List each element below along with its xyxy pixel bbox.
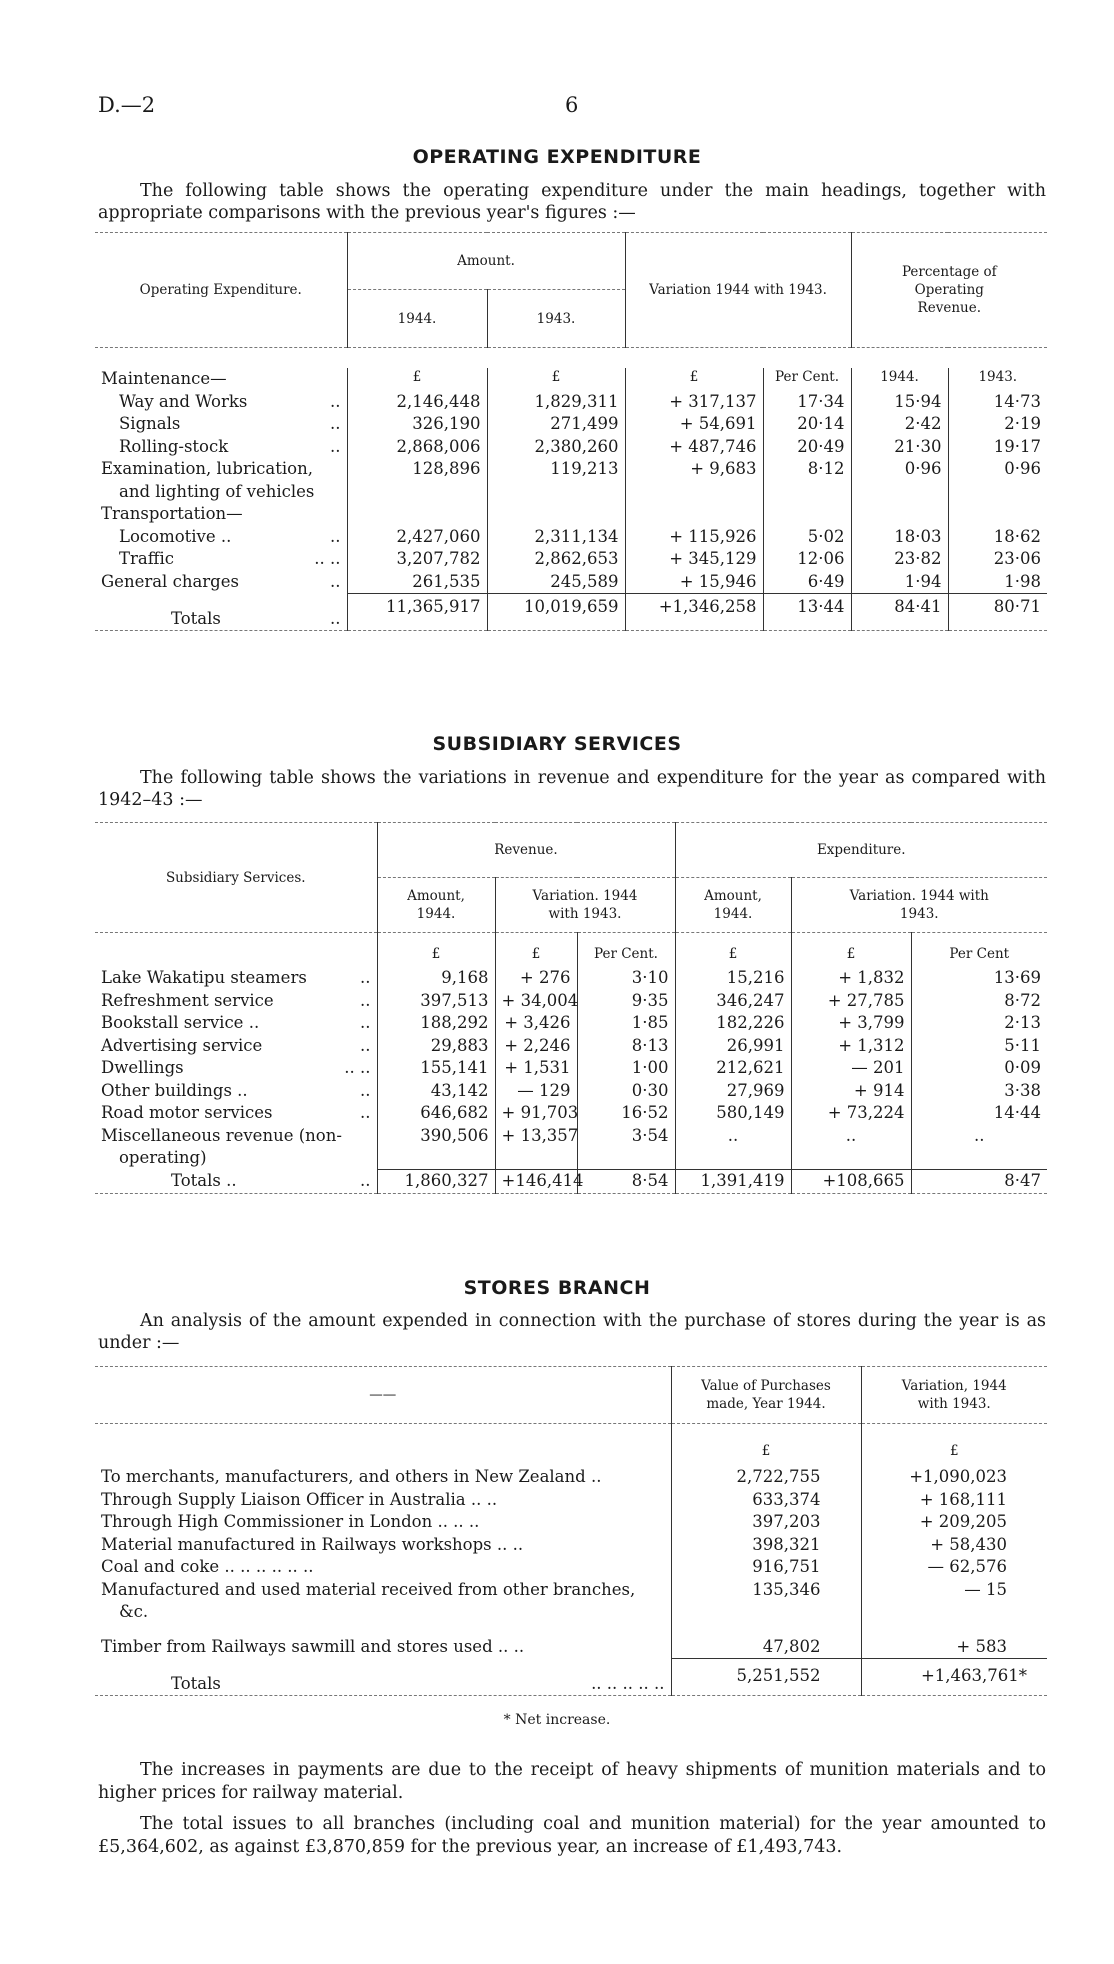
cell-ev: + 3,799	[791, 1012, 911, 1035]
cell-p44	[851, 481, 948, 504]
cell-rv: + 34,004	[495, 990, 577, 1013]
row-label-text: Other buildings ..	[101, 1080, 248, 1100]
cell-p43	[948, 481, 1047, 504]
cell-rp: 1·85	[577, 1012, 675, 1035]
cell-ea: 26,991	[675, 1035, 791, 1058]
cell-value: 47,802	[671, 1624, 861, 1659]
row-label	[95, 503, 347, 526]
unit-pc: Per Cent.	[763, 368, 851, 391]
expenditure-header: Expenditure.	[675, 823, 1047, 878]
row-label	[95, 458, 347, 481]
table-row	[95, 1080, 1047, 1103]
operating-table	[95, 232, 1047, 631]
subsidiary-table	[95, 822, 1047, 1194]
cell-a44: 128,896	[347, 458, 487, 481]
cell-value: 2,722,755	[671, 1466, 861, 1489]
cell-p43: 19·17	[948, 436, 1047, 459]
cell-a44: 2,146,448	[347, 391, 487, 414]
cell-variation	[861, 1601, 1047, 1624]
cell-ev: — 201	[791, 1057, 911, 1080]
cell-value: 397,203	[671, 1511, 861, 1534]
cell-a44: 326,190	[347, 413, 487, 436]
unit-v: £	[625, 368, 763, 391]
totals-a44: 11,365,917	[347, 594, 487, 631]
cell-value: 135,346	[671, 1579, 861, 1602]
cell-pc: 17·34	[763, 391, 851, 414]
revenue-amount-header: Amount, 1944.	[377, 878, 495, 933]
cell-ea	[675, 1147, 791, 1170]
cell-value: 398,321	[671, 1534, 861, 1557]
cell-ev: + 914	[791, 1080, 911, 1103]
cell-pc: 8·12	[763, 458, 851, 481]
table-row	[95, 1035, 1047, 1058]
cell-a43: 271,499	[487, 413, 625, 436]
cell-ea: 27,969	[675, 1080, 791, 1103]
totals-label-text: Totals	[171, 608, 221, 628]
cell-ra: 155,141	[377, 1057, 495, 1080]
cell-pc	[763, 503, 851, 526]
cell-p43: 1·98	[948, 571, 1047, 594]
cell-a44: 261,535	[347, 571, 487, 594]
cell-a44	[347, 503, 487, 526]
cell-ra: 9,168	[377, 967, 495, 990]
cell-p44: 18·03	[851, 526, 948, 549]
row-label: Through Supply Liaison Officer in Australia .. ..	[101, 1489, 498, 1509]
row-label-text: Way and Works	[119, 391, 248, 411]
table-row	[95, 1057, 1047, 1080]
cell-pc: 6·49	[763, 571, 851, 594]
cell-rv: + 2,246	[495, 1035, 577, 1058]
cell-v	[625, 481, 763, 504]
table-row	[95, 391, 1047, 414]
cell-ev: + 1,312	[791, 1035, 911, 1058]
cell-v: + 54,691	[625, 413, 763, 436]
table-row	[95, 1147, 1047, 1170]
table-row	[95, 436, 1047, 459]
closing-paragraph-2: The total issues to all branches (including coal and munition material) for the year amounted to £5,364,602, as against £3,870,859 for the previous year, an increase of £1,493,743.	[98, 1814, 1046, 1857]
subsidiary-rows	[95, 933, 1047, 1194]
cell-v: + 9,683	[625, 458, 763, 481]
cell-a43	[487, 503, 625, 526]
row-label	[95, 1147, 377, 1170]
unit-p44: 1944.	[851, 368, 948, 391]
cell-a44: 2,868,006	[347, 436, 487, 459]
row-leader-dots: ..	[330, 436, 341, 456]
row-label-text: Examination, lubrication,	[101, 459, 313, 478]
page-number: 6	[565, 93, 579, 117]
cell-ep: 2·13	[911, 1012, 1047, 1035]
totals-pc: 13·44	[763, 594, 851, 631]
row-label-text: Rolling-stock	[119, 436, 229, 456]
row-label-text: Lake Wakatipu steamers	[101, 968, 307, 987]
operating-intro: The following table shows the operating expenditure under the main headings, together with appropriate comparisons with the previous year's figures :—	[98, 181, 1046, 223]
cell-ep: 13·69	[911, 967, 1047, 990]
cell-rp: 0·30	[577, 1080, 675, 1103]
row-label-text: Road motor services	[101, 1103, 273, 1122]
unit-a44: £	[347, 368, 487, 391]
unit-ev: £	[791, 933, 911, 968]
cell-rp: 3·10	[577, 967, 675, 990]
cell-rp: 8·13	[577, 1035, 675, 1058]
unit-ea: £	[675, 933, 791, 968]
amount-1944-header: 1944.	[347, 290, 487, 348]
cell-ea: 182,226	[675, 1012, 791, 1035]
stores-footnote: * Net increase.	[503, 1712, 611, 1728]
totals-variation: +1,463,761*	[861, 1659, 1047, 1696]
cell-variation: — 62,576	[861, 1556, 1047, 1579]
row-label: Timber from Railways sawmill and stores used .. ..	[101, 1636, 525, 1656]
amount-header: Amount.	[347, 233, 625, 290]
cell-rv	[495, 1147, 577, 1170]
cell-ep	[911, 1147, 1047, 1170]
units-spacer	[95, 1424, 671, 1467]
cell-rv: + 3,426	[495, 1012, 577, 1035]
cell-ea: ..	[675, 1125, 791, 1148]
row-label-text: General charges	[101, 571, 239, 591]
cell-p44	[851, 503, 948, 526]
row-label	[95, 1080, 377, 1103]
row-leader-dots: ..	[360, 1080, 371, 1100]
cell-ea: 580,149	[675, 1102, 791, 1125]
row-leader-dots: ..	[360, 968, 371, 987]
table-row	[95, 1102, 1047, 1125]
row-label	[95, 1035, 377, 1058]
expenditure-variation-header: Variation. 1944 with 1943.	[791, 878, 1047, 933]
stores-rows	[95, 1424, 1047, 1696]
row-leader-dots: ..	[360, 1013, 371, 1032]
cell-ea: 15,216	[675, 967, 791, 990]
row-label: Through High Commissioner in London .. .. ..	[101, 1512, 480, 1531]
cell-ep: ..	[911, 1125, 1047, 1148]
unit-p43: 1943.	[948, 368, 1047, 391]
cell-value: 916,751	[671, 1556, 861, 1579]
stores-value-header: Value of Purchases made, Year 1944.	[671, 1367, 861, 1424]
table-row	[95, 1534, 1047, 1557]
cell-ep: 0·09	[911, 1057, 1047, 1080]
cell-ea: 346,247	[675, 990, 791, 1013]
totals-row	[95, 1659, 1047, 1696]
table-row	[95, 1601, 1047, 1624]
totals-label	[95, 1170, 377, 1194]
cell-pc: 12·06	[763, 548, 851, 571]
totals-leader-dots: ..	[330, 608, 341, 628]
cell-pc: 20·49	[763, 436, 851, 459]
totals-ev: +108,665	[791, 1170, 911, 1194]
table-row	[95, 481, 1047, 504]
cell-ev: + 27,785	[791, 990, 911, 1013]
cell-p44: 15·94	[851, 391, 948, 414]
cell-a43: 2,862,653	[487, 548, 625, 571]
cell-variation: +1,090,023	[861, 1466, 1047, 1489]
cell-variation: — 15	[861, 1579, 1047, 1602]
cell-rv: + 91,703	[495, 1102, 577, 1125]
stores-table	[95, 1366, 1047, 1696]
table-row	[95, 1489, 1047, 1512]
operating-col-label-header: Operating Expenditure.	[139, 282, 302, 298]
expenditure-amount-header: Amount, 1944.	[675, 878, 791, 933]
revenue-header: Revenue.	[377, 823, 675, 878]
cell-value	[671, 1601, 861, 1624]
table-row	[95, 1579, 1047, 1602]
row-label	[95, 1057, 377, 1080]
row-leader-dots: .. ..	[314, 549, 341, 568]
row-label	[95, 526, 347, 549]
unit-variation: £	[861, 1424, 1047, 1467]
unit-rp: Per Cent.	[577, 933, 675, 968]
unit-value: £	[671, 1424, 861, 1467]
table-row	[95, 413, 1047, 436]
table-row	[95, 548, 1047, 571]
cell-ep: 3·38	[911, 1080, 1047, 1103]
cell-v	[625, 503, 763, 526]
cell-a43: 245,589	[487, 571, 625, 594]
amount-1943-header: 1943.	[487, 290, 625, 348]
cell-pc: 5·02	[763, 526, 851, 549]
cell-rp	[577, 1147, 675, 1170]
cell-variation: + 58,430	[861, 1534, 1047, 1557]
document-code: D.—2	[98, 93, 156, 117]
cell-rp: 9·35	[577, 990, 675, 1013]
unit-ra: £	[377, 933, 495, 968]
row-label	[95, 1012, 377, 1035]
cell-p43: 23·06	[948, 548, 1047, 571]
cell-rp: 16·52	[577, 1102, 675, 1125]
cell-a43: 2,311,134	[487, 526, 625, 549]
totals-a43: 10,019,659	[487, 594, 625, 631]
cell-a43: 119,213	[487, 458, 625, 481]
unit-a43: £	[487, 368, 625, 391]
table-row	[95, 1012, 1047, 1035]
variation-header: Variation 1944 with 1943.	[625, 233, 851, 348]
row-leader-dots: ..	[330, 571, 341, 591]
row-leader-dots: ..	[360, 1103, 371, 1122]
row-label-text: Advertising service	[101, 1035, 263, 1055]
totals-v: +1,346,258	[625, 594, 763, 631]
cell-p43: 14·73	[948, 391, 1047, 414]
row-label: Coal and coke .. .. .. .. .. ..	[101, 1557, 314, 1576]
units-spacer	[95, 933, 377, 968]
cell-a43: 1,829,311	[487, 391, 625, 414]
cell-variation: + 168,111	[861, 1489, 1047, 1512]
cell-a44: 3,207,782	[347, 548, 487, 571]
row-label	[95, 1125, 377, 1148]
row-label: To merchants, manufacturers, and others in New Zealand ..	[101, 1467, 602, 1486]
cell-ra: 43,142	[377, 1080, 495, 1103]
row-label	[95, 1102, 377, 1125]
table-row	[95, 990, 1047, 1013]
totals-ep: 8·47	[911, 1170, 1047, 1194]
table-row	[95, 1466, 1047, 1489]
cell-v: + 115,926	[625, 526, 763, 549]
row-label-text: and lighting of vehicles	[119, 481, 315, 501]
table-row	[95, 1624, 1047, 1659]
table-row	[95, 503, 1047, 526]
cell-ep: 5·11	[911, 1035, 1047, 1058]
table-row	[95, 1556, 1047, 1579]
totals-label	[95, 594, 347, 631]
row-label	[95, 990, 377, 1013]
row-label-text: Transportation—	[101, 504, 243, 523]
totals-row	[95, 1170, 1047, 1194]
cell-a44	[347, 481, 487, 504]
cell-ev	[791, 1147, 911, 1170]
units-row	[95, 1424, 1047, 1467]
cell-value: 633,374	[671, 1489, 861, 1512]
subsidiary-intro: The following table shows the variations in revenue and expenditure for the year as compared with 1942–43 :—	[98, 768, 1046, 810]
row-leader-dots: ..	[330, 414, 341, 433]
cell-p44: 23·82	[851, 548, 948, 571]
cell-p44: 0·96	[851, 458, 948, 481]
cell-p43: 2·19	[948, 413, 1047, 436]
row-label	[95, 436, 347, 459]
cell-variation: + 583	[861, 1624, 1047, 1659]
cell-ra	[377, 1147, 495, 1170]
totals-label-text: Totals ..	[171, 1170, 237, 1190]
table-row	[95, 458, 1047, 481]
row-leader-dots: ..	[360, 1035, 371, 1055]
cell-rv: — 129	[495, 1080, 577, 1103]
table-row	[95, 967, 1047, 990]
cell-ra: 29,883	[377, 1035, 495, 1058]
table-row	[95, 1511, 1047, 1534]
stores-intro: An analysis of the amount expended in connection with the purchase of stores during the year is as under :—	[98, 1311, 1046, 1353]
row-label: Material manufactured in Railways workshops .. ..	[101, 1534, 524, 1554]
cell-v: + 487,746	[625, 436, 763, 459]
revenue-variation-header: Variation. 1944 with 1943.	[495, 878, 675, 933]
unit-rv: £	[495, 933, 577, 968]
cell-rv: + 276	[495, 967, 577, 990]
row-label	[95, 391, 347, 414]
cell-p43: 18·62	[948, 526, 1047, 549]
units-row	[95, 368, 1047, 391]
cell-a43	[487, 481, 625, 504]
subsidiary-col-label-header: Subsidiary Services.	[165, 869, 306, 886]
cell-ra: 188,292	[377, 1012, 495, 1035]
row-label	[95, 548, 347, 571]
cell-p43	[948, 503, 1047, 526]
units-row	[95, 933, 1047, 968]
row-leader-dots: ..	[330, 391, 341, 411]
cell-variation: + 209,205	[861, 1511, 1047, 1534]
stores-title: STORES BRANCH	[463, 1277, 651, 1299]
cell-ep: 14·44	[911, 1102, 1047, 1125]
cell-ev: + 1,832	[791, 967, 911, 990]
row-label-text: Locomotive ..	[119, 526, 232, 546]
cell-v: + 345,129	[625, 548, 763, 571]
table-row	[95, 526, 1047, 549]
cell-ra: 397,513	[377, 990, 495, 1013]
cell-rp: 1·00	[577, 1057, 675, 1080]
totals-ra: 1,860,327	[377, 1170, 495, 1194]
totals-p44: 84·41	[851, 594, 948, 631]
row-leader-dots: .. ..	[344, 1058, 371, 1077]
row-label-text: Refreshment service	[101, 990, 274, 1010]
row-label-text: Bookstall service ..	[101, 1013, 260, 1032]
totals-rp: 8·54	[577, 1170, 675, 1194]
cell-pc	[763, 481, 851, 504]
row-label: &c.	[119, 1602, 149, 1621]
cell-p44: 2·42	[851, 413, 948, 436]
row-leader-dots: ..	[330, 526, 341, 546]
cell-rp: 3·54	[577, 1125, 675, 1148]
totals-label	[95, 1659, 671, 1696]
operating-rows	[95, 368, 1047, 631]
row-label	[95, 481, 347, 504]
cell-p44: 21·30	[851, 436, 948, 459]
unit-ep: Per Cent	[911, 933, 1047, 968]
cell-ea: 212,621	[675, 1057, 791, 1080]
totals-label-text: Totals	[171, 1673, 221, 1693]
row-label-text: operating)	[119, 1148, 207, 1167]
table-row	[95, 571, 1047, 594]
totals-row	[95, 594, 1047, 631]
percentage-header: Percentage of Operating Revenue.	[851, 233, 1047, 348]
row-label-text: Dwellings	[101, 1058, 184, 1077]
table-row	[95, 1125, 1047, 1148]
cell-rv: + 13,357	[495, 1125, 577, 1148]
cell-a43: 2,380,260	[487, 436, 625, 459]
cell-ep: 8·72	[911, 990, 1047, 1013]
row-label	[95, 571, 347, 594]
cell-ev: ..	[791, 1125, 911, 1148]
row-label-text: Traffic	[119, 549, 174, 568]
row-label: Manufactured and used material received from other branches,	[101, 1579, 636, 1599]
totals-leader-dots: ..	[360, 1170, 371, 1190]
row-leader-dots: ..	[360, 990, 371, 1010]
subsidiary-title: SUBSIDIARY SERVICES	[432, 733, 682, 755]
stores-col-label-header: ——	[369, 1387, 397, 1403]
cell-v: + 15,946	[625, 571, 763, 594]
cell-a44: 2,427,060	[347, 526, 487, 549]
closing-paragraph-1: The increases in payments are due to the receipt of heavy shipments of munition materials and to higher prices for railway material.	[98, 1760, 1046, 1803]
cell-rv: + 1,531	[495, 1057, 577, 1080]
row-label: Maintenance—	[101, 369, 227, 388]
row-label-text: Signals	[119, 414, 181, 433]
stores-variation-header: Variation, 1944 with 1943.	[861, 1367, 1047, 1424]
row-label	[95, 967, 377, 990]
totals-value: 5,251,552	[671, 1659, 861, 1696]
totals-leader-dots: .. .. .. .. ..	[591, 1673, 665, 1693]
totals-rv: +146,414	[495, 1170, 577, 1194]
cell-ra: 646,682	[377, 1102, 495, 1125]
cell-ev: + 73,224	[791, 1102, 911, 1125]
row-label-text: Miscellaneous revenue (non-	[101, 1125, 342, 1145]
row-label	[95, 413, 347, 436]
cell-v: + 317,137	[625, 391, 763, 414]
totals-ea: 1,391,419	[675, 1170, 791, 1194]
cell-p44: 1·94	[851, 571, 948, 594]
cell-ra: 390,506	[377, 1125, 495, 1148]
cell-p43: 0·96	[948, 458, 1047, 481]
totals-p43: 80·71	[948, 594, 1047, 631]
operating-title: OPERATING EXPENDITURE	[412, 146, 702, 168]
cell-pc: 20·14	[763, 413, 851, 436]
